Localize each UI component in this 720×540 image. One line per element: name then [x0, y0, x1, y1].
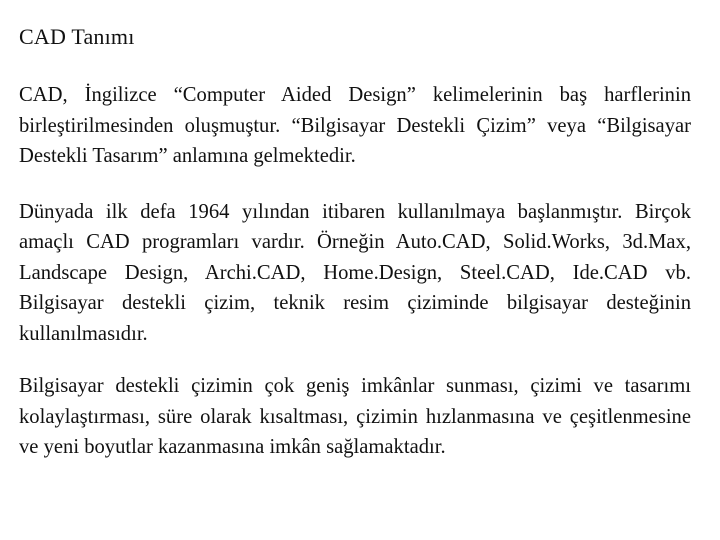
slide-body: [19, 80, 691, 485]
paragraph-definition: CAD, İngilizce “Computer Aided Design” kelimelerinin baş harflerinin birleştirilmesinden oluşmuştur. “Bilgisayar Destekli Çizim” veya “Bilgisayar Destekli Tasarım” anlamına gelmektedir.: [19, 84, 691, 167]
paragraph-benefits: Bilgisayar destekli çizimin çok geniş imkânlar sunması, çizimi ve tasarımı kolaylaştırması, süre olarak kısaltması, çizimin hızlanmasına ve çeşitlenmesine ve yeni boyutlar kazanmasına imkân sağlamaktadır.: [19, 375, 691, 458]
slide-title: CAD Tanımı: [19, 24, 135, 49]
paragraph-history: Dünyada ilk defa 1964 yılından itibaren kullanılmaya başlanmıştır. Birçok amaçlı CAD programları vardır. Örneğin Auto.CAD, Solid.Works, 3d.Max, Landscape Design, Archi.CAD, Home.Design, Steel.CAD, Ide.CAD vb. Bilgisayar destekli çizim, teknik resim çiziminde bilgisayar desteğinin kullanılmasıdır.: [19, 200, 691, 345]
